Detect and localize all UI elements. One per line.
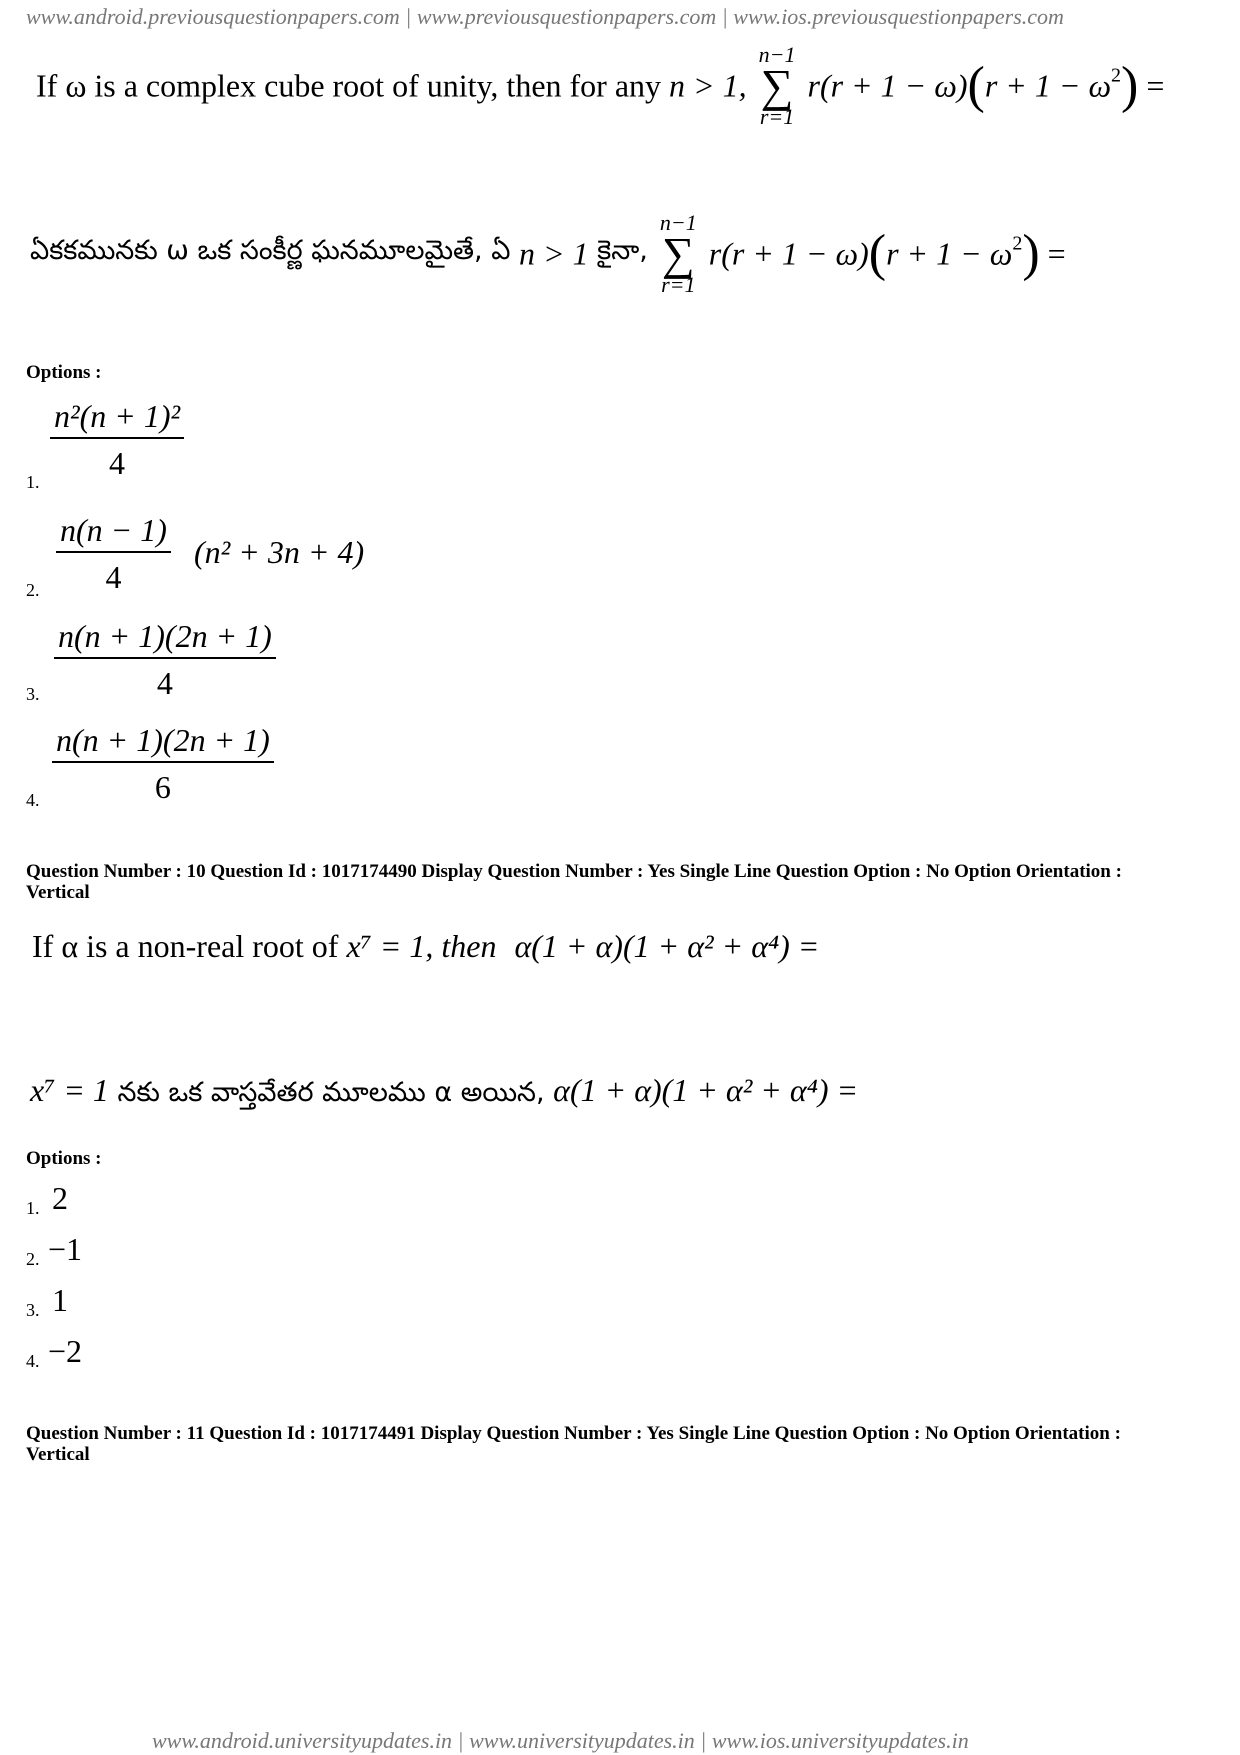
q10-english-statement (32, 928, 819, 965)
q10-english-prefix: If α is a non-real root of (32, 928, 347, 964)
q9-telugu-prefix: ఏకకమునకు ω ఒక సంకీర్ణ ఘనమూలమైతే, ఏ (30, 235, 519, 266)
q9-option-4-numerator: n(n + 1)(2n + 1) (52, 722, 274, 763)
q10-telugu-expression: α(1 + α)(1 + α² + α⁴) = (553, 1072, 859, 1108)
q9-option-3-numerator: n(n + 1)(2n + 1) (54, 618, 276, 659)
q9-option-4-denominator: 6 (154, 769, 171, 805)
q9-option-4-fraction (52, 722, 274, 806)
q9-option-3-number: 3. (26, 684, 40, 704)
q9-condition: n > 1, (669, 67, 747, 104)
q9-option-2-tail: (n² + 3n + 4) (194, 534, 365, 570)
q9-option-1-fraction (50, 398, 184, 482)
q10-meta: Question Number : 10 Question Id : 1017174490 Display Question Number : Yes Single Line Question Option : No Option Orientation : Vertical (26, 861, 1122, 903)
q10-expression: α(1 + α)(1 + α² + α⁴) = (514, 928, 820, 964)
q10-option-2-number: 2. (26, 1249, 40, 1269)
q9-english-statement: If ω is a complex cube root of unity, then for any n > 1, n−1 ∑ r=1 $r(r + 1 - \omega)(r + 1 - \omega^2)$ = (36, 42, 1165, 129)
q10-telugu-eq: x⁷ = 1 (30, 1072, 109, 1108)
q9-option-2-numerator: n(n − 1) (56, 512, 171, 553)
q10-option-2-value: −1 (48, 1231, 83, 1267)
q10-option-4-value: −2 (48, 1333, 83, 1369)
footer-watermark: www.android.universityupdates.in | www.universityupdates.in | www.ios.universityupdates.in (152, 1728, 969, 1753)
q9-sum-upper: n−1 (758, 42, 796, 67)
q9-sum-lower: r=1 (759, 104, 795, 129)
q9-option-1-numerator: n²(n + 1)² (50, 398, 184, 439)
q10-telugu-statement (30, 1072, 858, 1115)
q10-option-3-value: 1 (52, 1282, 68, 1318)
q9-telugu-sum-symbol: n−1 ∑ r=1 (659, 210, 697, 297)
q9-telugu-summand-b-sup: 2 (1012, 232, 1023, 255)
header-watermark: www.android.previousquestionpapers.com | www.previousquestionpapers.com | www.ios.previousquestionpapers.com (26, 4, 1064, 29)
q10-option-1-value: 2 (52, 1180, 68, 1216)
q10-options-label: Options : (26, 1148, 102, 1169)
q10-english-eq: x⁷ = 1, then (346, 928, 497, 964)
q9-english-prefix: If ω is a complex cube root of unity, then for any (36, 67, 670, 104)
q10-option-3-number: 3. (26, 1300, 40, 1320)
q9-telugu-summand-a: r(r + 1 − ω) (708, 235, 869, 272)
q9-option-4-number: 4. (26, 790, 40, 810)
q9-option-3-denominator: 4 (156, 665, 173, 701)
q10-telugu-text: నకు ఒక వాస్తవేతర మూలము α అయిన, (108, 1077, 554, 1108)
q9-option-2-denominator: 4 (105, 559, 122, 595)
q9-summand-b: r + 1 − ω (984, 67, 1112, 104)
q10-option-4-number: 4. (26, 1351, 40, 1371)
q9-summand-b-sup: 2 (1111, 64, 1122, 87)
q9-telugu-suffix: కైనా, (588, 235, 648, 266)
q9-telugu-equals: = (1047, 235, 1066, 272)
q9-option-3-fraction (54, 618, 276, 702)
q9-telugu-condition: n > 1 (518, 235, 589, 272)
q11-meta: Question Number : 11 Question Id : 1017174491 Display Question Number : Yes Single Line Question Option : No Option Orientation : Vertical (26, 1423, 1121, 1465)
q10-option-1-number: 1. (26, 1198, 40, 1218)
q9-option-2-fraction (56, 512, 171, 596)
q9-telugu-sum-lower: r=1 (661, 272, 696, 297)
q9-telugu-sum-upper: n−1 (659, 210, 697, 235)
q9-options-label: Options : (26, 362, 102, 383)
q9-equals: = (1146, 67, 1165, 104)
q9-option-2-number: 2. (26, 580, 40, 600)
q9-telugu-statement: ఏకకమునకు ω ఒక సంకీర్ణ ఘనమూలమైతే, ఏ n > 1 కైనా, n−1 ∑ r=1 $r(r + 1 - \omega)(r + 1 - \omega^2)$ = (30, 210, 1066, 297)
q9-option-1-denominator: 4 (109, 445, 126, 481)
q9-option-1-number: 1. (26, 472, 40, 492)
q9-sum-symbol: n−1 ∑ r=1 (758, 42, 796, 129)
q9-summand-a: r(r + 1 − ω) (807, 67, 968, 104)
q9-telugu-summand-b: r + 1 − ω (886, 235, 1013, 272)
